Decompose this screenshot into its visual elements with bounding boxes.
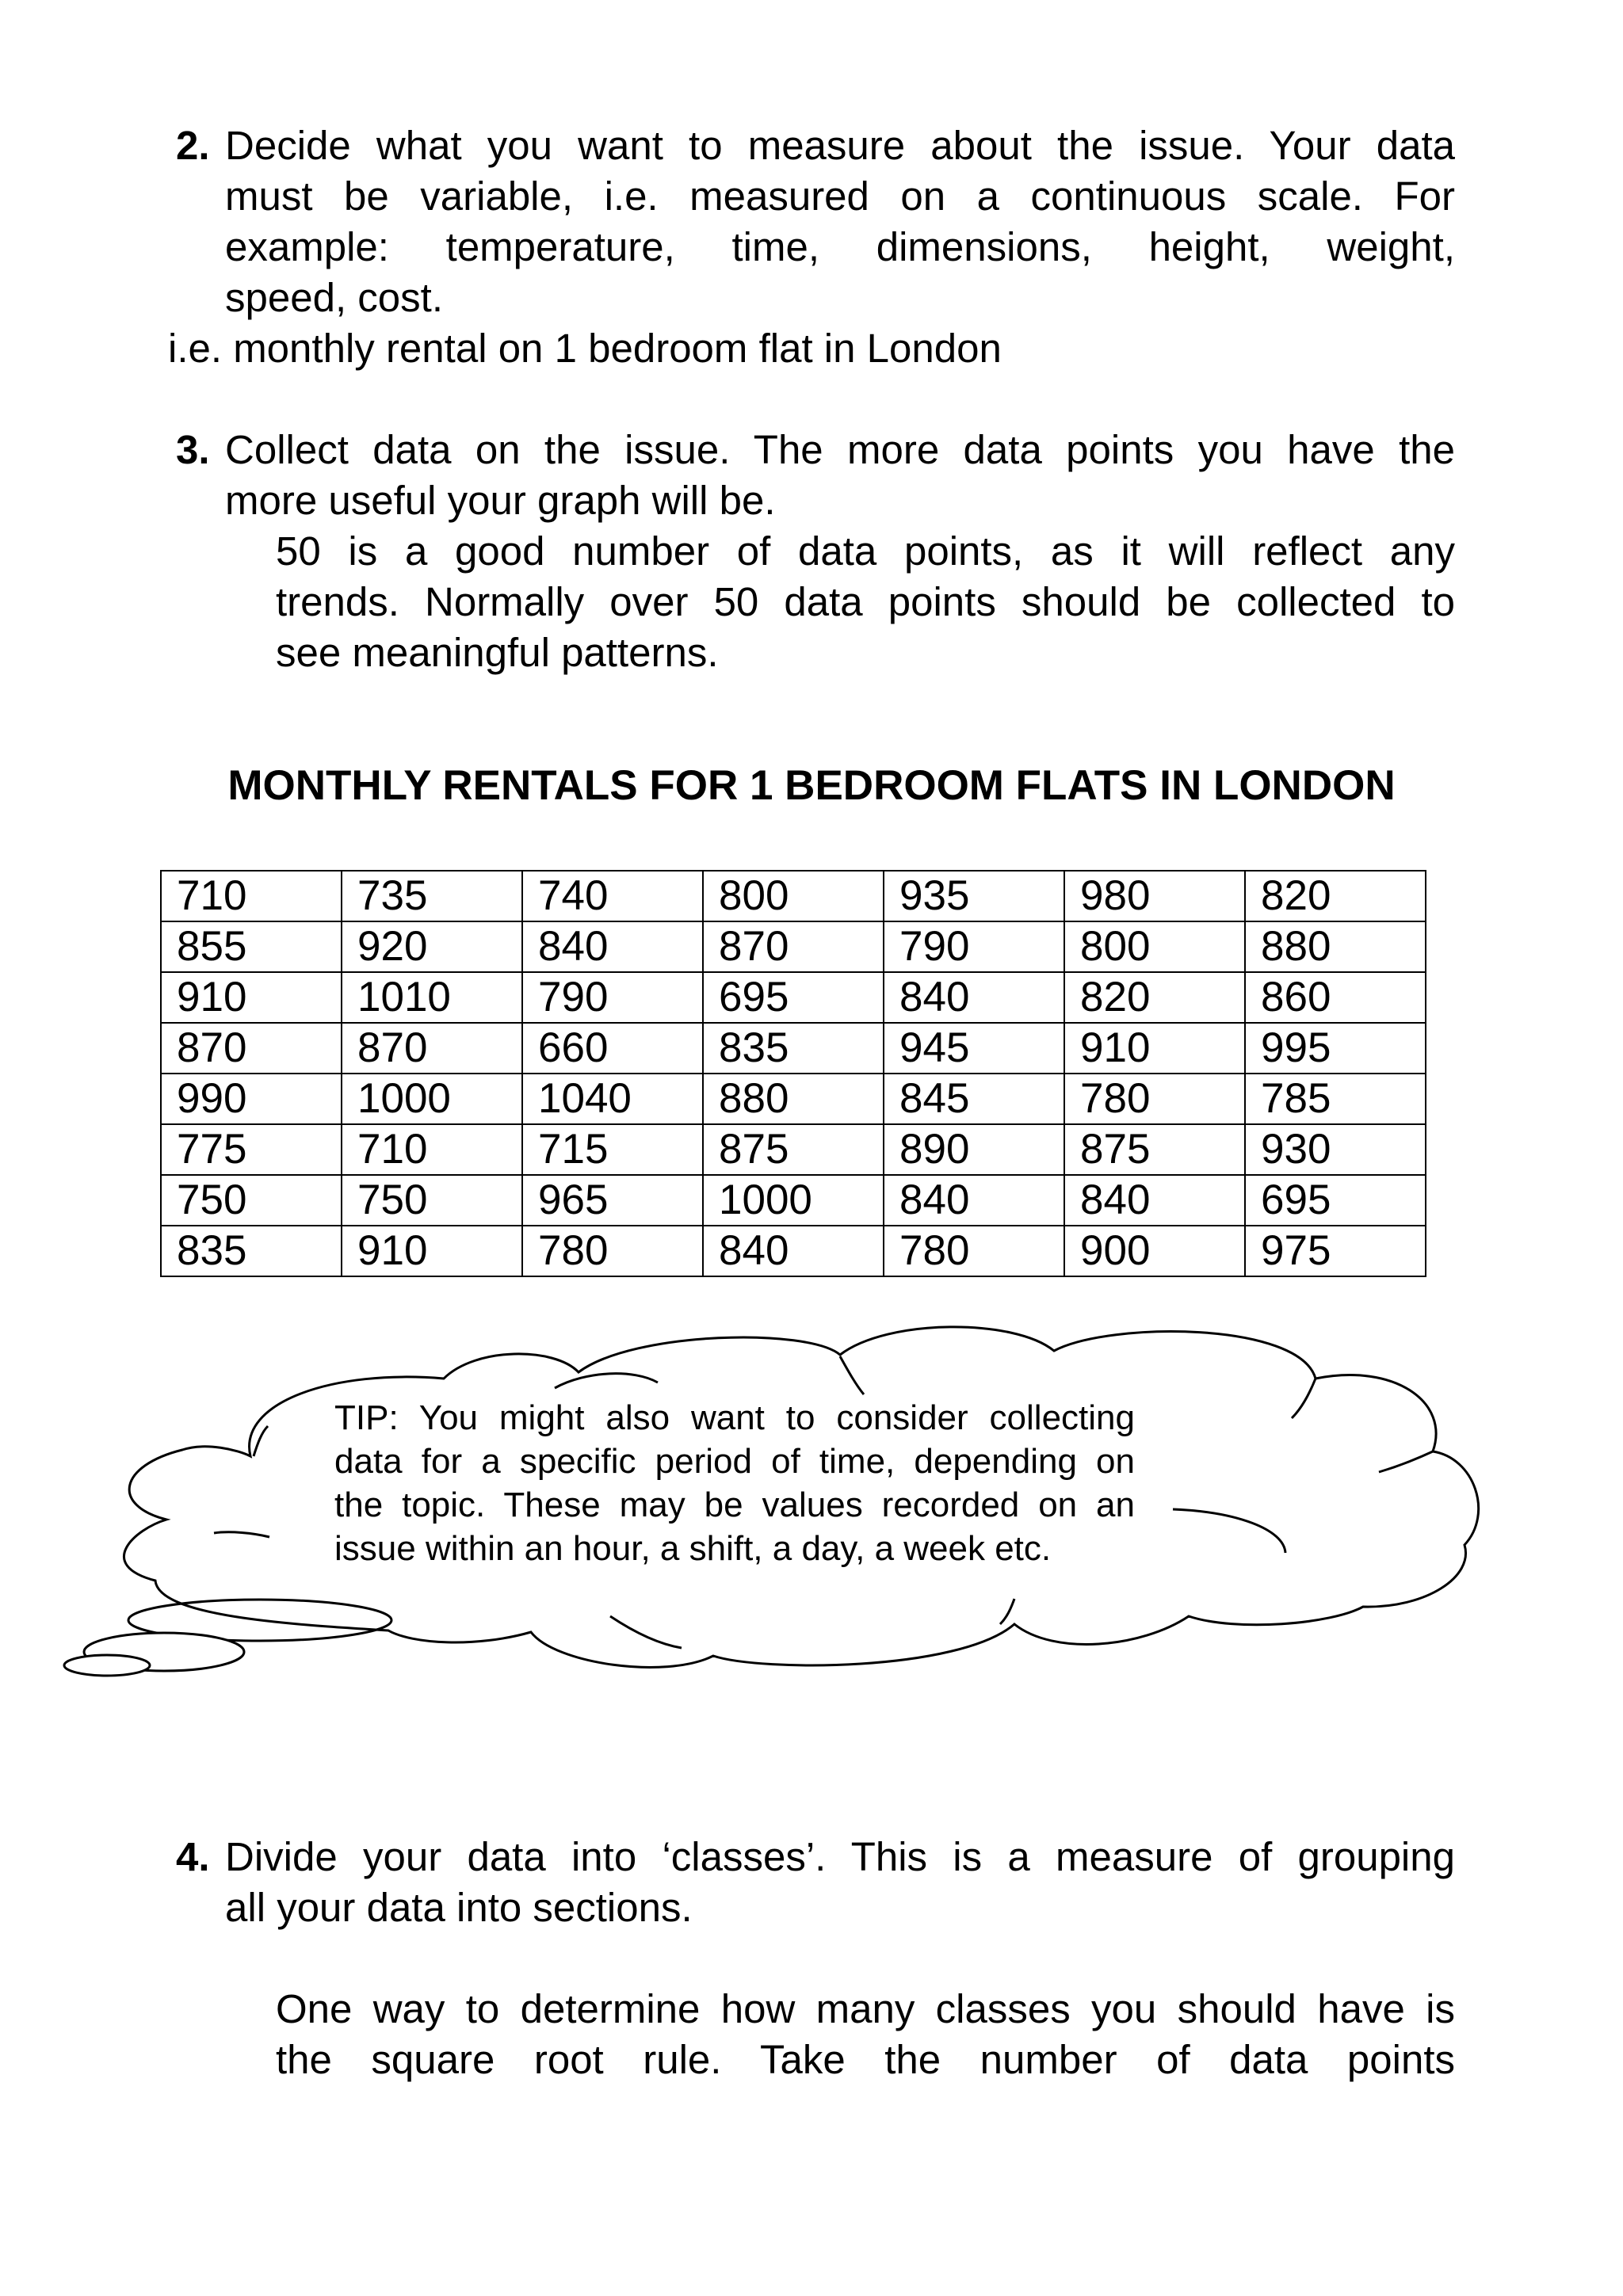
table-cell: 845 [884, 1074, 1064, 1124]
tip-callout [334, 1396, 1135, 1570]
tip-line-3: the topic. These may be values recorded on an [334, 1486, 1135, 1524]
step-2-example: i.e. monthly rental on 1 bedroom flat in London [168, 326, 1002, 371]
table-cell: 890 [884, 1124, 1064, 1175]
table-cell: 835 [703, 1023, 884, 1074]
table-cell: 980 [1064, 871, 1245, 921]
table-row [161, 972, 1426, 1023]
table-cell: 855 [161, 921, 342, 972]
table-cell: 910 [1064, 1023, 1245, 1074]
table-cell: 930 [1245, 1124, 1426, 1175]
table-cell: 660 [522, 1023, 703, 1074]
step-4-sub-line-2: the square root rule. Take the number of data points [276, 2037, 1455, 2082]
step-2-line-2: must be variable, i.e. measured on a continuous scale. For [225, 174, 1455, 219]
table-cell: 1010 [342, 972, 522, 1023]
table-cell: 735 [342, 871, 522, 921]
table-row [161, 1124, 1426, 1175]
table-cell: 880 [703, 1074, 884, 1124]
step-3-sub-line-3: see meaningful patterns. [276, 630, 719, 675]
step-2-line-4: speed, cost. [225, 275, 443, 320]
table-cell: 1040 [522, 1074, 703, 1124]
table-cell: 695 [1245, 1175, 1426, 1226]
table-row [161, 1226, 1426, 1276]
tip-line-1: TIP: You might also want to consider collecting [334, 1398, 1135, 1437]
table-cell: 840 [884, 972, 1064, 1023]
table-cell: 995 [1245, 1023, 1426, 1074]
table-cell: 820 [1064, 972, 1245, 1023]
table-cell: 740 [522, 871, 703, 921]
table-cell: 750 [342, 1175, 522, 1226]
rental-table [160, 870, 1426, 1277]
table-cell: 965 [522, 1175, 703, 1226]
table-cell: 800 [1064, 921, 1245, 972]
table-cell: 710 [342, 1124, 522, 1175]
table-cell: 870 [342, 1023, 522, 1074]
step-4-number: 4. [176, 1834, 210, 1879]
table-cell: 840 [1064, 1175, 1245, 1226]
table-cell: 860 [1245, 972, 1426, 1023]
table-cell: 715 [522, 1124, 703, 1175]
table-cell: 790 [522, 972, 703, 1023]
table-title: MONTHLY RENTALS FOR 1 BEDROOM FLATS IN LONDON [227, 762, 1396, 809]
table-cell: 910 [342, 1226, 522, 1276]
table-cell: 840 [884, 1175, 1064, 1226]
table-cell: 990 [161, 1074, 342, 1124]
table-row [161, 1175, 1426, 1226]
table-cell: 785 [1245, 1074, 1426, 1124]
table-cell: 750 [161, 1175, 342, 1226]
step-2-number: 2. [176, 123, 210, 168]
step-2-line-3: example: temperature, time, dimensions, height, weight, [225, 224, 1455, 269]
step-3-sub-line-1: 50 is a good number of data points, as it will reflect any [276, 528, 1455, 574]
table-row [161, 871, 1426, 921]
table-cell: 775 [161, 1124, 342, 1175]
table-cell: 875 [1064, 1124, 1245, 1175]
step-3-sub-line-2: trends. Normally over 50 data points should be collected to [276, 579, 1455, 624]
table-cell: 835 [161, 1226, 342, 1276]
table-cell: 1000 [703, 1175, 884, 1226]
table-cell: 780 [522, 1226, 703, 1276]
table-cell: 900 [1064, 1226, 1245, 1276]
table-cell: 1000 [342, 1074, 522, 1124]
table-cell: 920 [342, 921, 522, 972]
table-cell: 820 [1245, 871, 1426, 921]
table-cell: 945 [884, 1023, 1064, 1074]
table-cell: 800 [703, 871, 884, 921]
table-cell: 870 [703, 921, 884, 972]
step-2-line-1: Decide what you want to measure about the issue. Your data [225, 123, 1455, 168]
table-row [161, 1023, 1426, 1074]
table-cell: 790 [884, 921, 1064, 972]
table-cell: 710 [161, 871, 342, 921]
table-cell: 875 [703, 1124, 884, 1175]
table-cell: 840 [522, 921, 703, 972]
step-3-number: 3. [176, 427, 210, 472]
tip-line-2: data for a specific period of time, depending on [334, 1442, 1135, 1481]
table-cell: 910 [161, 972, 342, 1023]
table-cell: 975 [1245, 1226, 1426, 1276]
table-row [161, 921, 1426, 972]
table-cell: 695 [703, 972, 884, 1023]
step-4-line-2: all your data into sections. [225, 1885, 693, 1930]
table-cell: 870 [161, 1023, 342, 1074]
tip-line-4: issue within an hour, a shift, a day, a week etc. [334, 1529, 1052, 1568]
table-cell: 780 [1064, 1074, 1245, 1124]
step-3-line-2: more useful your graph will be. [225, 478, 776, 523]
table-cell: 780 [884, 1226, 1064, 1276]
table-cell: 935 [884, 871, 1064, 921]
step-4-sub-line-1: One way to determine how many classes you should have is [276, 1986, 1455, 2031]
table-row [161, 1074, 1426, 1124]
step-3-line-1: Collect data on the issue. The more data points you have the [225, 427, 1455, 472]
table-cell: 840 [703, 1226, 884, 1276]
table-cell: 880 [1245, 921, 1426, 972]
step-4-line-1: Divide your data into ‘classes’. This is a measure of grouping [225, 1834, 1455, 1879]
